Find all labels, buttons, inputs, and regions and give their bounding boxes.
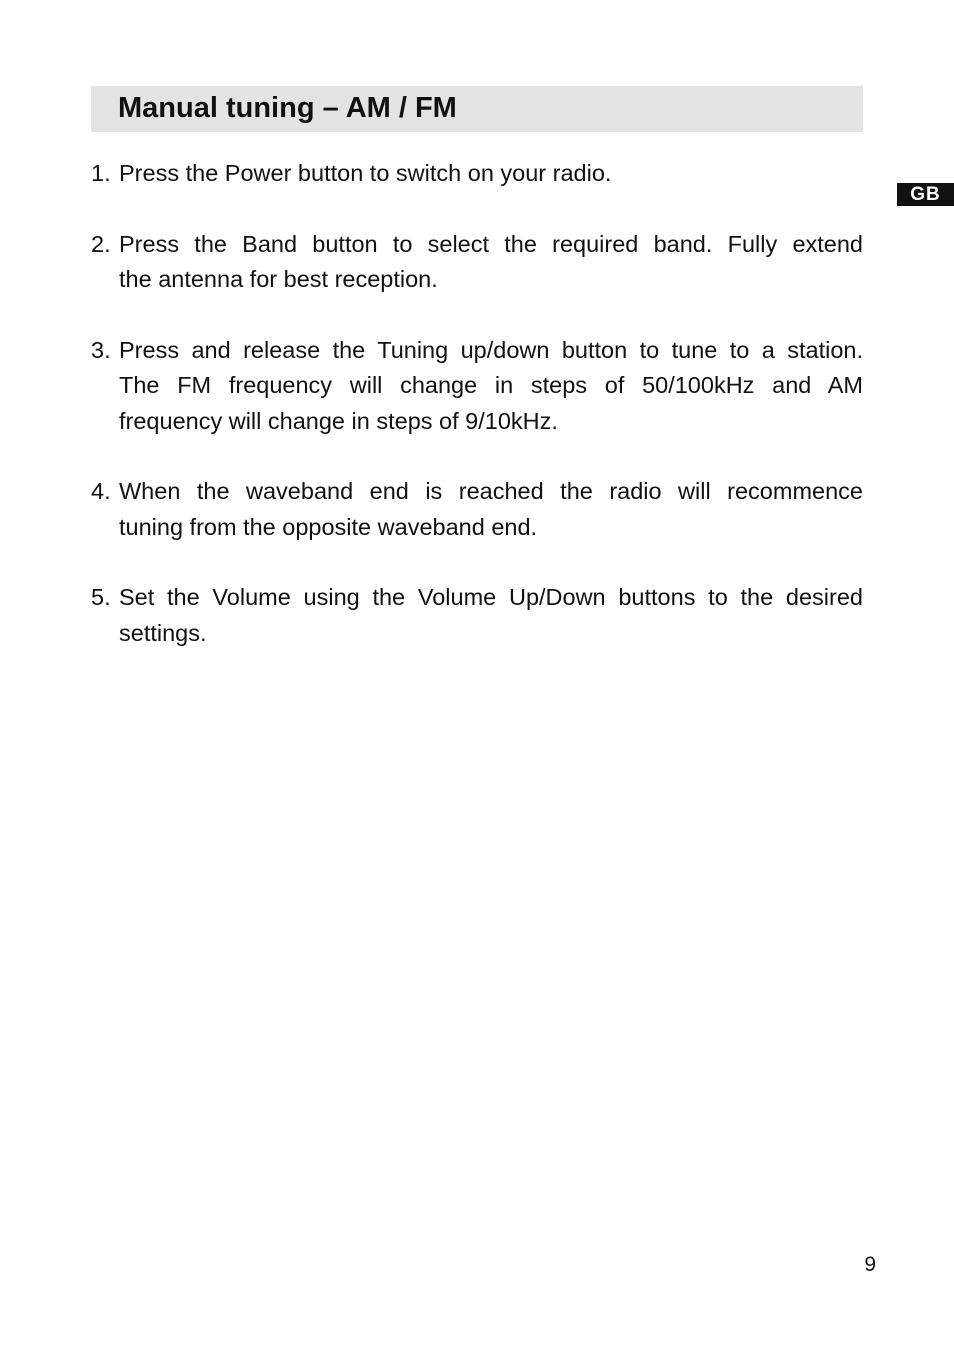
step-text-line: frequency will change in steps of 9/10kHz. [119,407,558,434]
step-text-line: Set the Volume using the Volume Up/Down buttons to the desired [119,584,863,610]
list-item [91,474,863,545]
step-number: 1. [91,160,111,186]
language-tab: GB [897,183,954,206]
step-text-line: The FM frequency will change in steps of 50/100kHz and AM [119,372,863,398]
step-text-line: tuning from the opposite waveband end. [119,513,538,540]
list-item [91,580,863,651]
step-number: 5. [91,584,111,610]
list-item [91,156,863,192]
step-text-line: Press the Power button to switch on your radio. [119,160,612,186]
section-heading-bar [91,86,863,132]
section-title: Manual tuning – AM / FM [118,92,457,124]
step-number: 3. [91,336,111,363]
step-text-line: When the waveband end is reached the radio will recommence [119,478,863,504]
step-number: 4. [91,478,111,504]
step-text-line: the antenna for best reception. [119,266,438,292]
step-text-line: settings. [119,619,207,646]
page-number: 9 [864,1253,876,1276]
list-item [91,227,863,298]
instruction-list [91,156,863,686]
step-number: 2. [91,230,111,257]
step-text-line: Press the Band button to select the required band. Fully extend [119,230,863,257]
step-text-line: Press and release the Tuning up/down button to tune to a station. [119,336,863,363]
list-item [91,333,863,440]
